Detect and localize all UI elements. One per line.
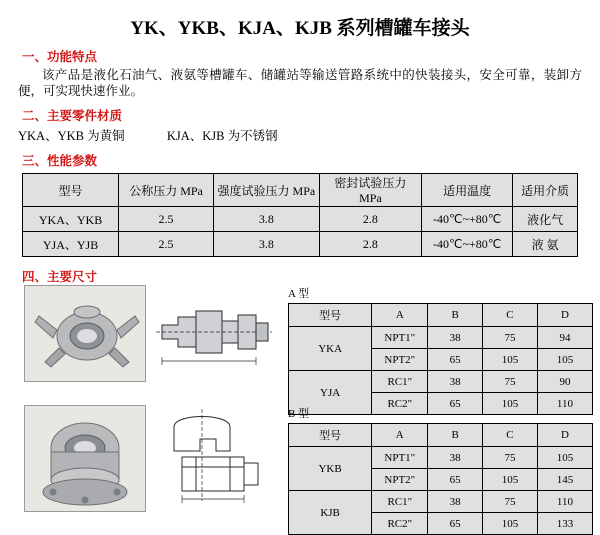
- dim-b-cell: 65: [428, 469, 483, 491]
- spec-header-model: 型号: [23, 174, 119, 207]
- dim-b-cell: 75: [482, 447, 537, 469]
- dim-a-header-a: A: [372, 304, 428, 327]
- dim-table-a-wrapper: [288, 285, 593, 415]
- dim-table-b-caption: B 型: [288, 408, 310, 420]
- product-photo-a: [24, 285, 146, 382]
- dim-b-cell: 38: [428, 491, 483, 513]
- dim-a-cell: 105: [482, 393, 537, 415]
- spec-cell-temp: -40℃~+80℃: [421, 232, 512, 257]
- dim-b-header-row: [289, 424, 593, 447]
- section-heading-materials: 二、主要零件材质: [22, 109, 123, 123]
- dim-b-cell: NPT2": [372, 469, 428, 491]
- dim-a-cell: 38: [428, 327, 483, 349]
- dim-a-header-row: [289, 304, 593, 327]
- dim-a-cell: 75: [482, 327, 537, 349]
- dim-b-model-ykb: YKB: [289, 447, 372, 491]
- dim-b-cell: 133: [537, 513, 592, 535]
- dim-a-cell: 105: [482, 349, 537, 371]
- table-row: [289, 491, 593, 513]
- dim-b-cell: 75: [482, 491, 537, 513]
- document-page: [0, 13, 600, 529]
- dim-a-header-model: 型号: [289, 304, 372, 327]
- dim-a-cell: 110: [537, 393, 592, 415]
- spec-table: [22, 173, 578, 257]
- dim-b-header-c: C: [482, 424, 537, 447]
- dim-b-header-d: D: [537, 424, 592, 447]
- spec-cell-medium: 液 氨: [513, 232, 578, 257]
- spec-cell-model: YKA、YKB: [23, 207, 119, 232]
- product-drawing-a: [152, 285, 278, 380]
- dim-b-cell: 105: [482, 513, 537, 535]
- dim-table-b: [288, 423, 593, 535]
- dim-a-model-yja: YJA: [289, 371, 372, 415]
- dim-a-cell: NPT2": [372, 349, 428, 371]
- dim-b-cell: 145: [537, 469, 592, 491]
- spec-cell-medium: 液化气: [513, 207, 578, 232]
- dim-table-a-caption: A 型: [288, 288, 310, 300]
- dim-b-cell: 105: [537, 447, 592, 469]
- dim-a-model-yka: YKA: [289, 327, 372, 371]
- dim-a-cell: 90: [537, 371, 592, 393]
- dim-a-cell: 65: [428, 393, 483, 415]
- spec-table-header-row: [23, 174, 578, 207]
- spec-header-nominal-pressure: 公称压力 MPa: [119, 174, 214, 207]
- page-title: YK、YKB、KJA、KJB 系列槽罐车接头: [130, 18, 470, 39]
- product-drawing-b: [152, 405, 278, 510]
- dim-a-header-d: D: [537, 304, 592, 327]
- dim-b-header-a: A: [372, 424, 428, 447]
- table-row: [23, 207, 578, 232]
- table-row: [289, 447, 593, 469]
- dim-a-cell: 38: [428, 371, 483, 393]
- dim-b-cell: NPT1": [372, 447, 428, 469]
- dim-b-cell: 105: [482, 469, 537, 491]
- spec-header-medium: 适用介质: [513, 174, 578, 207]
- dim-a-cell: RC2": [372, 393, 428, 415]
- section-heading-features: 一、功能特点: [22, 50, 98, 64]
- drawing-a-illustration: [152, 285, 278, 380]
- spec-cell-nominal: 2.5: [119, 207, 214, 232]
- dim-a-cell: NPT1": [372, 327, 428, 349]
- dim-b-header-b: B: [428, 424, 483, 447]
- material-brass: YKA、YKB 为黄铜: [18, 129, 125, 143]
- product-photo-b: [24, 405, 146, 512]
- spec-cell-seal: 2.8: [319, 232, 421, 257]
- dim-b-cell: RC2": [372, 513, 428, 535]
- dim-b-cell: 65: [428, 513, 483, 535]
- dim-a-cell: RC1": [372, 371, 428, 393]
- table-row: [289, 327, 593, 349]
- spec-cell-strength: 3.8: [213, 232, 319, 257]
- dim-b-cell: 38: [428, 447, 483, 469]
- materials-line: [18, 126, 600, 144]
- dim-a-cell: 105: [537, 349, 592, 371]
- spec-header-temperature: 适用温度: [421, 174, 512, 207]
- dim-a-header-c: C: [482, 304, 537, 327]
- spec-cell-temp: -40℃~+80℃: [421, 207, 512, 232]
- photo-a-illustration: [25, 286, 145, 381]
- table-row: [289, 371, 593, 393]
- dim-b-cell: RC1": [372, 491, 428, 513]
- table-row: [23, 232, 578, 257]
- spec-header-strength-test: 强度试验压力 MPa: [213, 174, 319, 207]
- spec-cell-seal: 2.8: [319, 207, 421, 232]
- features-paragraph: 该产品是液化石油气、液氨等槽罐车、储罐站等输送管路系统中的快装接头，安全可靠，装卸方便，可实现快速作业。: [18, 68, 582, 98]
- drawing-b-illustration: [152, 405, 278, 510]
- photo-b-illustration: [25, 406, 145, 511]
- dim-a-cell: 75: [482, 371, 537, 393]
- dim-a-cell: 65: [428, 349, 483, 371]
- spec-cell-strength: 3.8: [213, 207, 319, 232]
- dim-b-cell: 110: [537, 491, 592, 513]
- dim-b-header-model: 型号: [289, 424, 372, 447]
- dim-table-a: [288, 303, 593, 415]
- section-heading-performance: 三、性能参数: [22, 154, 98, 168]
- section-heading-dimensions: 四、主要尺寸: [22, 270, 98, 284]
- spec-header-seal-test: 密封试验压力 MPa: [319, 174, 421, 207]
- dim-b-model-kjb: KJB: [289, 491, 372, 535]
- spec-cell-model: YJA、YJB: [23, 232, 119, 257]
- dim-a-header-b: B: [428, 304, 483, 327]
- material-stainless: KJA、KJB 为不锈钢: [166, 129, 278, 143]
- dim-a-cell: 94: [537, 327, 592, 349]
- spec-cell-nominal: 2.5: [119, 232, 214, 257]
